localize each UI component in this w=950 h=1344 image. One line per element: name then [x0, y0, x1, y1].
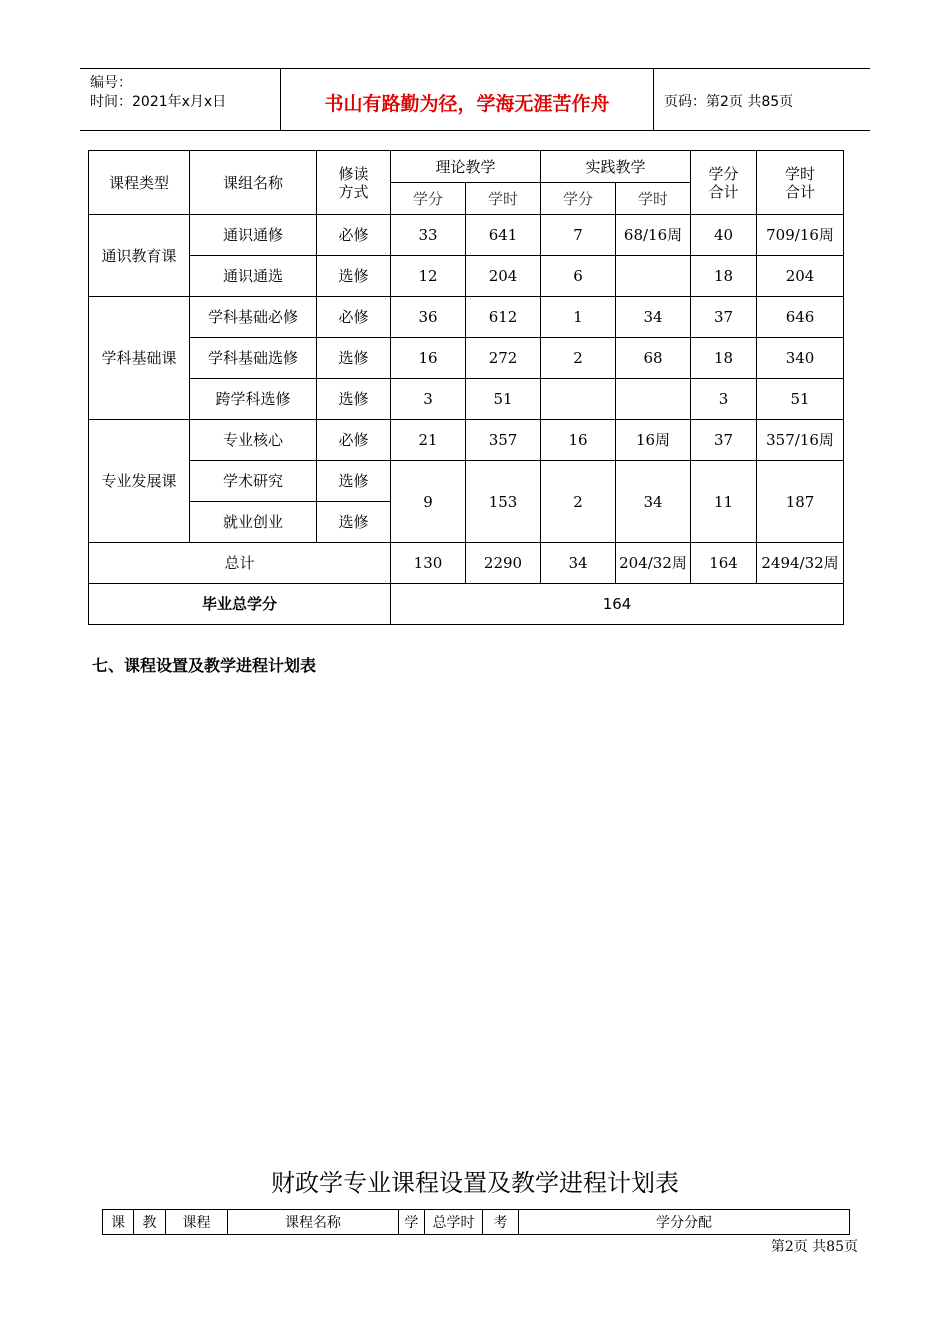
theory-credit-cell: 21 [391, 420, 466, 461]
plan-col-header: 学 [399, 1210, 425, 1235]
course-type-cell: 学科基础课 [89, 297, 190, 420]
practice-hours-cell [616, 379, 691, 420]
plan-header-row [103, 1210, 850, 1235]
total-row [89, 543, 844, 584]
header-motto: 书山有路勤为径，学海无涯苦作舟 [324, 93, 610, 115]
course-type-cell: 通识教育课 [89, 215, 190, 297]
col-header-hours-total [757, 151, 844, 215]
credit-total-cell: 40 [691, 215, 757, 256]
plan-col-header: 课程名称 [228, 1210, 399, 1235]
theory-hours-cell: 357 [466, 420, 541, 461]
hours-total-cell: 51 [757, 379, 844, 420]
total-practice-hours: 204/32周 [616, 543, 691, 584]
total-hours: 2494/32周 [757, 543, 844, 584]
theory-credit-cell: 33 [391, 215, 466, 256]
theory-credit-cell: 36 [391, 297, 466, 338]
practice-credit-cell: 2 [541, 338, 616, 379]
theory-credit-cell: 9 [391, 461, 466, 543]
plan-col-header: 考 [483, 1210, 519, 1235]
hours-total-cell: 357/16周 [757, 420, 844, 461]
theory-credit-cell: 12 [391, 256, 466, 297]
study-mode-cell: 选修 [317, 461, 391, 502]
plan-table-title: 财政学专业课程设置及教学进程计划表 [271, 1169, 679, 1197]
theory-hours-cell: 51 [466, 379, 541, 420]
subheader-theory-hours: 学时 [466, 183, 541, 215]
credit-total-cell: 11 [691, 461, 757, 543]
table-row [89, 215, 844, 256]
group-name-cell: 通识通修 [190, 215, 317, 256]
plan-col-header: 课 [103, 1210, 134, 1235]
col-header-study-mode [317, 151, 391, 215]
credit-total-cell: 37 [691, 297, 757, 338]
practice-hours-cell [616, 256, 691, 297]
practice-hours-cell: 16周 [616, 420, 691, 461]
study-mode-cell: 选修 [317, 338, 391, 379]
theory-hours-cell: 153 [466, 461, 541, 543]
theory-hours-cell: 272 [466, 338, 541, 379]
study-mode-cell: 必修 [317, 215, 391, 256]
course-type-cell: 专业发展课 [89, 420, 190, 543]
graduation-row [89, 584, 844, 625]
practice-credit-cell: 7 [541, 215, 616, 256]
plan-table [102, 1209, 850, 1235]
header-left-cell [80, 69, 281, 130]
subheader-theory-credit: 学分 [391, 183, 466, 215]
credit-total-cell: 18 [691, 256, 757, 297]
group-name-cell: 通识通选 [190, 256, 317, 297]
hours-total-cell: 340 [757, 338, 844, 379]
practice-hours-cell: 34 [616, 297, 691, 338]
credit-total-cell: 37 [691, 420, 757, 461]
credit-total-cell: 3 [691, 379, 757, 420]
document-number-label: 编号： [90, 75, 132, 91]
practice-credit-cell: 2 [541, 461, 616, 543]
group-name-cell: 学科基础必修 [190, 297, 317, 338]
group-name-cell: 学科基础选修 [190, 338, 317, 379]
practice-credit-cell: 1 [541, 297, 616, 338]
hours-total-cell: 204 [757, 256, 844, 297]
group-name-cell: 专业核心 [190, 420, 317, 461]
page-footer: 第2页 共85页 [770, 1239, 858, 1255]
page-header [80, 68, 870, 131]
total-practice-credit: 34 [541, 543, 616, 584]
table-row [89, 297, 844, 338]
col-header-theory: 理论教学 [391, 151, 541, 183]
plan-col-header: 教 [134, 1210, 166, 1235]
plan-col-header: 总学时 [425, 1210, 483, 1235]
practice-hours-cell: 68/16周 [616, 215, 691, 256]
table-row [89, 338, 844, 379]
header-center-cell [281, 69, 654, 130]
credit-total-text: 学分合计 [708, 164, 739, 201]
practice-hours-cell: 68 [616, 338, 691, 379]
total-theory-hours: 2290 [466, 543, 541, 584]
hours-total-cell: 646 [757, 297, 844, 338]
study-mode-cell: 必修 [317, 420, 391, 461]
col-header-course-type: 课程类型 [89, 151, 190, 215]
document-time-label: 时间：2021年x月x日 [90, 94, 227, 110]
practice-credit-cell: 6 [541, 256, 616, 297]
table-row [89, 461, 844, 502]
col-header-group-name: 课组名称 [190, 151, 317, 215]
col-header-practice: 实践教学 [541, 151, 691, 183]
total-credit: 164 [691, 543, 757, 584]
header-right-cell [654, 69, 870, 130]
col-header-credit-total [691, 151, 757, 215]
group-name-cell: 学术研究 [190, 461, 317, 502]
theory-hours-cell: 641 [466, 215, 541, 256]
group-name-cell: 就业创业 [190, 502, 317, 543]
credit-summary-table [88, 150, 844, 625]
theory-credit-cell: 16 [391, 338, 466, 379]
practice-credit-cell [541, 379, 616, 420]
table-row [89, 256, 844, 297]
hours-total-cell: 709/16周 [757, 215, 844, 256]
plan-col-header: 课程 [166, 1210, 228, 1235]
hours-total-cell: 187 [757, 461, 844, 543]
header-page-number: 页码：第2页 共85页 [664, 94, 794, 110]
study-mode-cell: 必修 [317, 297, 391, 338]
table-row [89, 420, 844, 461]
study-mode-cell: 选修 [317, 379, 391, 420]
hours-total-text: 学时合计 [785, 164, 816, 201]
subheader-practice-hours: 学时 [616, 183, 691, 215]
theory-hours-cell: 612 [466, 297, 541, 338]
table-row [89, 379, 844, 420]
subheader-practice-credit: 学分 [541, 183, 616, 215]
graduation-credit-label: 毕业总学分 [89, 584, 391, 625]
plan-col-header: 学分分配 [519, 1210, 850, 1235]
theory-hours-cell: 204 [466, 256, 541, 297]
total-label: 总计 [89, 543, 391, 584]
practice-hours-cell: 34 [616, 461, 691, 543]
credit-total-cell: 18 [691, 338, 757, 379]
theory-credit-cell: 3 [391, 379, 466, 420]
group-name-cell: 跨学科选修 [190, 379, 317, 420]
study-mode-cell: 选修 [317, 502, 391, 543]
practice-credit-cell: 16 [541, 420, 616, 461]
graduation-credit-value: 164 [391, 584, 844, 625]
study-mode-text: 修读方式 [338, 164, 369, 201]
study-mode-cell: 选修 [317, 256, 391, 297]
table-header-row [89, 151, 844, 183]
section-heading: 七、课程设置及教学进程计划表 [92, 656, 317, 675]
total-theory-credit: 130 [391, 543, 466, 584]
